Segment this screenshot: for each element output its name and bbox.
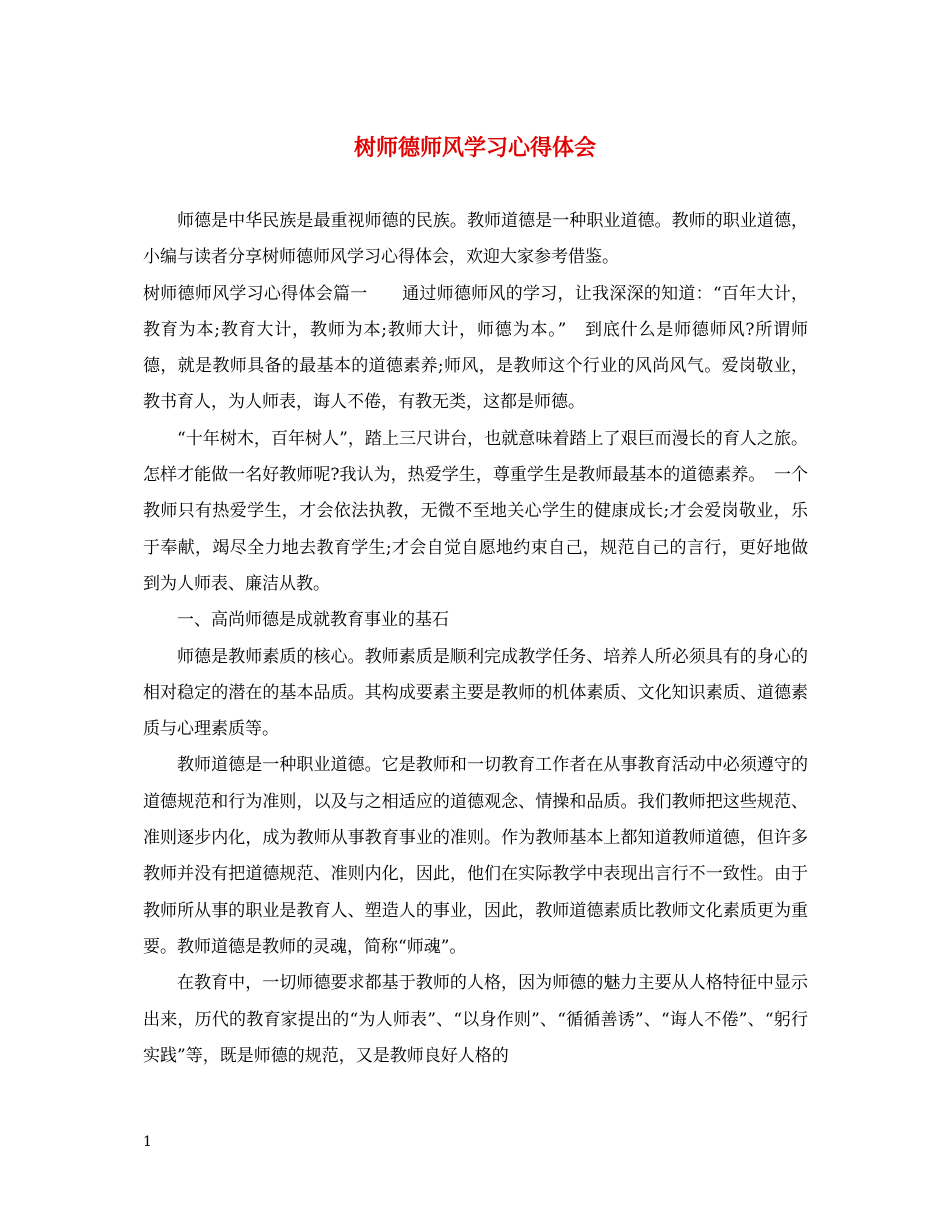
- document-body: [143, 203, 808, 1074]
- document-title: 树师德师风学习心得体会: [353, 135, 596, 161]
- paragraph-intro: 师德是中华民族是最重视师德的民族。教师道德是一种职业道德。教师的职业道德，小编与读者分享树师德师风学习心得体会，欢迎大家参考借鉴。: [143, 211, 808, 268]
- section-heading-one: 一、高尚师德是成就教育事业的基石: [177, 610, 449, 631]
- paragraph-personality: 在教育中，一切师德要求都基于教师的人格，因为师德的魅力主要从人格特征中显示出来，历代的教育家提出的“为人师表”、“以身作则”、“循循善诱”、“诲人不倦”、“躬行实践”等，既是师德的规范，又是教师良好人格的: [143, 973, 808, 1066]
- page-number: 1: [143, 1134, 152, 1150]
- paragraph-professional-ethics: 教师道德是一种职业道德。它是教师和一切教育工作者在从事教育活动中必须遵守的道德规范和行为准则，以及与之相适应的道德观念、情操和品质。我们教师把这些规范、准则逐步内化，成为教师从事教育事业的准则。作为教师基本上都知道教师道德，但许多教师并没有把道德规范、准则内化，因此，他们在实际教学中表现出言行不一致性。由于教师所从事的职业是教育人、塑造人的事业，因此，教师道德素质比教师文化素质更为重要。教师道德是教师的灵魂，简称“师魂”。: [143, 755, 808, 957]
- paragraph-ten-years: “十年树木，百年树人”，踏上三尺讲台，也就意味着踏上了艰巨而漫长的育人之旅。怎样才能做一名好教师呢?我认为，热爱学生，尊重学生是教师最基本的道德素养。 一个教师只有热爱学生，才会依法执教，无微不至地关心学生的健康成长;才会爱岗敬业，乐于奉献，竭尽全力地去教育学生;才会自觉自愿地约束自己，规范自己的言行，更好地做到为人师表、廉洁从教。: [143, 428, 808, 594]
- paragraph-section-one: 树师德师风学习心得体会篇一 通过师德师风的学习，让我深深的知道：“百年大计，教育为本;教育大计，教师为本;教师大计，师德为本。” 到底什么是师德师风?所谓师德，就是教师具备的最基本的道德素养;师风，是教师这个行业的风尚风气。爱岗敬业，教书育人，为人师表，诲人不倦，有教无类，这都是师德。: [143, 283, 808, 413]
- paragraph-core-quality: 师德是教师素质的核心。教师素质是顺利完成教学任务、培养人所必须具有的身心的相对稳定的潜在的基本品质。其构成要素主要是教师的机体素质、文化知识素质、道德素质与心理素质等。: [143, 646, 808, 740]
